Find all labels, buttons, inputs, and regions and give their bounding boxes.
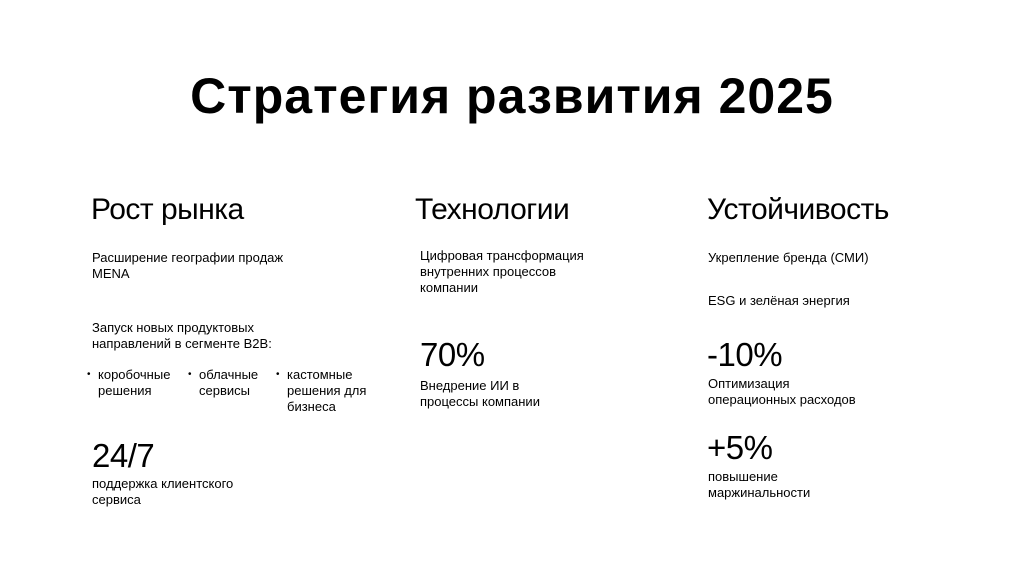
bullet-dot-icon: • xyxy=(87,369,91,380)
bullet-label: кастомные решения для бизнеса xyxy=(287,367,367,414)
tech-transform-text: Цифровая трансформация внутренних процессов компании xyxy=(420,248,584,295)
market-geo-text: Расширение географии продаж MENA xyxy=(92,250,284,281)
tech-heading: Технологии xyxy=(415,193,570,226)
bullet-dot-icon: • xyxy=(188,369,192,380)
market-launch-text: Запуск новых продуктовых направлений в сегменте B2B: xyxy=(92,320,272,351)
market-stat-caption: поддержка клиентского сервиса xyxy=(92,476,234,507)
sustain-heading: Устойчивость xyxy=(707,193,889,226)
tech-stat-caption: Внедрение ИИ в процессы компании xyxy=(420,378,540,409)
sustain-opex-caption: Оптимизация операционных расходов xyxy=(708,376,856,407)
market-heading: Рост рынка xyxy=(91,193,244,226)
bullet-label: коробочные решения xyxy=(98,367,171,398)
bullet-item-custom xyxy=(276,367,376,415)
slide-title: Стратегия развития 2025 xyxy=(190,68,834,124)
bullet-item-boxed xyxy=(87,367,182,399)
sustain-brand-text: Укрепление бренда (СМИ) xyxy=(708,250,869,265)
tech-stat-value: 70% xyxy=(420,336,485,373)
bullet-dot-icon: • xyxy=(276,369,280,380)
market-stat-value: 24/7 xyxy=(92,437,155,474)
sustain-margin-caption: повышение маржинальности xyxy=(708,469,811,500)
sustain-esg-text: ESG и зелёная энергия xyxy=(708,293,850,308)
bullet-item-cloud xyxy=(188,367,272,399)
sustain-opex-value: -10% xyxy=(707,336,783,373)
sustain-margin-value: +5% xyxy=(707,429,773,466)
bullet-label: облачные сервисы xyxy=(199,367,259,398)
